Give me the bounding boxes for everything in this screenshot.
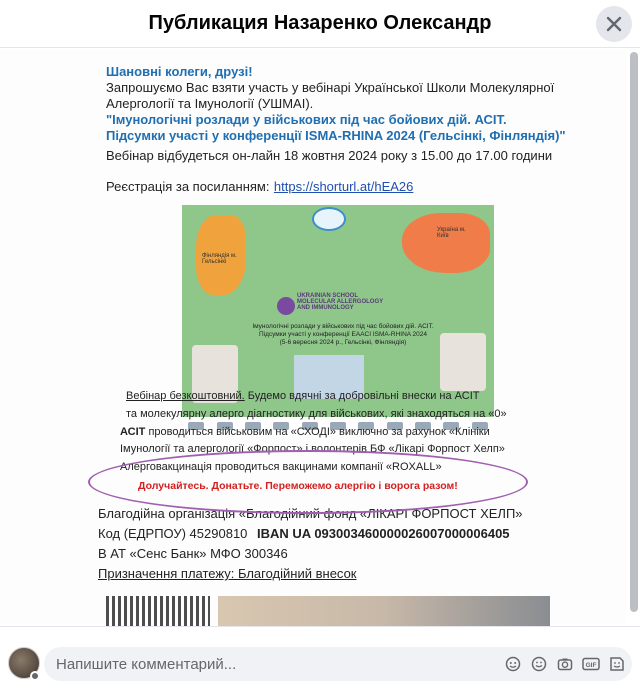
asit-bold: АСІТ — [120, 426, 146, 438]
sticker-icon[interactable] — [504, 655, 522, 673]
school-badge — [277, 297, 295, 315]
free-note-rest: Будемо вдячні за добровільні внески на АСІТ — [244, 390, 480, 402]
document — [0, 50, 626, 624]
iban: IBAN UA 093003460000026007000006405 — [257, 526, 510, 541]
invite-line-2: Алергології та Імунології (УШМАІ). — [106, 96, 314, 111]
attach-sticker-icon[interactable] — [608, 655, 626, 673]
poster-dates: (5-6 вересня 2024 р., Гельсінкі, Фінляндія) — [279, 339, 407, 346]
registration — [106, 178, 413, 196]
registration-label: Реєстрація за посиланням: — [106, 179, 270, 194]
qr-code — [106, 596, 210, 626]
ukraine-map — [402, 213, 490, 273]
bottom-photo-strip — [218, 596, 550, 626]
paragraph-4: Імунології та алергології «Форпост» і волонтерів БФ «Лікарі Форпост Хелп» — [120, 443, 505, 455]
scrollbar[interactable] — [630, 52, 638, 612]
dialog-header — [0, 0, 640, 48]
close-button[interactable] — [596, 6, 632, 42]
slogan: Долучайтесь. Донатьте. Переможемо алергію і ворога разом! — [138, 480, 458, 492]
poster-school-name: UKRAINIAN SCHOOL MOLECULAR ALLERGOLOGY AND IMMUNOLOGY — [297, 293, 383, 311]
poster-right-label: Україна м. Київ — [437, 227, 466, 239]
comment-bar — [0, 626, 640, 688]
highlight-ellipse — [88, 450, 528, 514]
poster-left-label: Фінляндія м. Гельсінкі — [202, 253, 237, 265]
paragraph-3-rest: проводиться військовим на «СХОДІ» виключно за рахунок «Клініки — [145, 426, 490, 438]
comment-icons — [504, 655, 626, 673]
registration-link[interactable]: https://shorturl.at/hEA26 — [273, 179, 414, 194]
greeting: Шановні колеги, друзі! — [106, 64, 253, 79]
dialog-title: Публикация Назаренко Олександр — [148, 12, 492, 34]
bank-name: В АТ «Сенс Банк» МФО 300346 — [98, 546, 288, 561]
close-icon — [606, 16, 622, 32]
organization: Благодійна організація «Благодійний фонд «ЛІКАРІ ФОРПОСТ ХЕЛП» — [98, 506, 523, 521]
post-image[interactable] — [0, 50, 626, 624]
avatar-chevron-icon[interactable] — [30, 671, 40, 681]
svg-text:GIF: GIF — [585, 662, 597, 669]
paragraph-5: Алерговакцинація проводиться вакцинами компанії «ROXALL» — [120, 461, 442, 473]
school-logo — [312, 207, 346, 231]
free-note — [126, 390, 479, 402]
speaker-right-photo — [440, 333, 486, 391]
topic-line-2: Підсумки участі у конференції ISMA-RHINA 2024 (Гельсінкі, Фінляндія)" — [106, 128, 566, 143]
invite-line-1: Запрошуємо Вас взяти участь у вебінарі Української Школи Молекулярної — [106, 80, 555, 95]
payment-purpose: Призначення платежу: Благодійний внесок — [98, 566, 357, 581]
bank-codes — [98, 526, 510, 541]
emoji-icon[interactable] — [530, 655, 548, 673]
topic-line-1: "Імунологічні розлади у військових під час бойових дій. АСІТ. — [106, 112, 507, 127]
poster-subtitle: Підсумки участі у конференції EAACI ISMA-RHINA 2024 — [258, 331, 428, 338]
paragraph-2: та молекулярну алерго діагностику для військових, які знаходяться на «0» — [126, 408, 507, 420]
paragraph-3 — [120, 426, 490, 438]
camera-icon[interactable] — [556, 655, 574, 673]
poster-title — [238, 323, 448, 347]
edrpou-code: Код (ЕДРПОУ) 45290810 — [98, 526, 248, 541]
gif-icon[interactable] — [582, 655, 600, 673]
schedule: Вебінар відбудеться он-лайн 18 жовтня 2024 року з 15.00 до 17.00 години — [106, 148, 553, 163]
free-note-underlined: Вебінар безкоштовний. — [126, 390, 245, 402]
poster-title-line: Імунологічні розлади у військових під час бойових дій. АСІТ. — [252, 323, 434, 330]
